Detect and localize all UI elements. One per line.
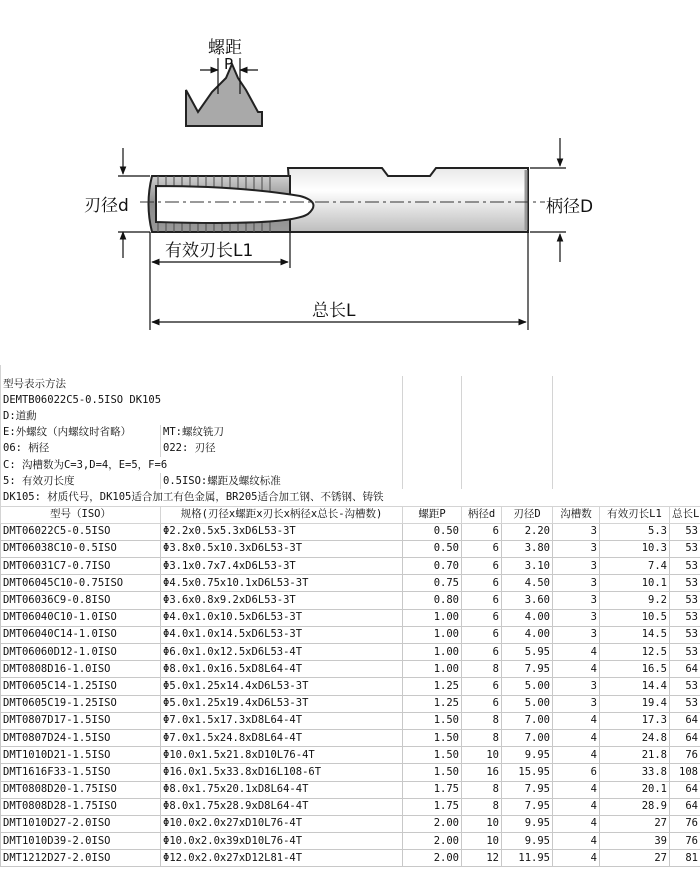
overall-length-cell: 53 <box>670 695 700 712</box>
pitch-cell: 1.50 <box>403 747 462 764</box>
effective-length-cell: 16.5 <box>600 661 670 678</box>
flutes-cell: 4 <box>553 712 600 729</box>
table-row <box>1 540 700 557</box>
pitch-cell: 1.00 <box>403 661 462 678</box>
shank-dia-cell: 12 <box>462 850 502 867</box>
table-row <box>1 798 700 815</box>
effective-length-cell: 7.4 <box>600 558 670 575</box>
flutes-cell: 4 <box>553 781 600 798</box>
table-row <box>1 712 700 729</box>
cutting-dia-cell: 7.95 <box>502 661 553 678</box>
shank-dia-cell: 10 <box>462 815 502 832</box>
shank-dia-cell: 8 <box>462 661 502 678</box>
flutes-cell: 4 <box>553 661 600 678</box>
pitch-title: 螺距 <box>208 38 242 58</box>
effective-length-cell: 10.1 <box>600 575 670 592</box>
cutting-dia-cell: 3.80 <box>502 540 553 557</box>
flutes-cell: 3 <box>553 558 600 575</box>
model-cell: DMT0807D24-1.5ISO <box>1 729 161 746</box>
notes-line: 022: 刃径 <box>161 441 403 457</box>
spec-cell: Φ10.0x1.5x21.8xD10L76-4T <box>161 747 403 764</box>
shank-dia-cell: 6 <box>462 523 502 540</box>
cutting-dia-cell: 7.00 <box>502 729 553 746</box>
tool-drawing <box>0 0 700 365</box>
table-header-row <box>1 506 700 523</box>
spec-cell: Φ4.0x1.0x10.5xD6L53-3T <box>161 609 403 626</box>
pitch-cell: 1.00 <box>403 644 462 661</box>
cutting-dia-cell: 7.95 <box>502 798 553 815</box>
flutes-cell: 4 <box>553 644 600 661</box>
cutting-dia-cell: 5.00 <box>502 678 553 695</box>
spec-cell: Φ8.0x1.0x16.5xD8L64-4T <box>161 661 403 678</box>
table-row <box>1 626 700 643</box>
model-cell: DMT0807D17-1.5ISO <box>1 712 161 729</box>
overall-length-cell: 53 <box>670 523 700 540</box>
shank-dia-cell: 6 <box>462 558 502 575</box>
pitch-cell: 1.00 <box>403 609 462 626</box>
spec-cell: Φ2.2x0.5x5.3xD6L53-3T <box>161 523 403 540</box>
shank-dia-cell: 8 <box>462 712 502 729</box>
flutes-cell: 4 <box>553 833 600 850</box>
table-row <box>1 592 700 609</box>
shank-dia-cell: 6 <box>462 575 502 592</box>
notes-line: 0.5ISO:螺距及螺纹标准 <box>161 473 403 489</box>
effective-length-cell: 28.9 <box>600 798 670 815</box>
model-cell: DMT1212D27-2.0ISO <box>1 850 161 867</box>
pitch-cell: 1.25 <box>403 695 462 712</box>
effective-length-cell: 24.8 <box>600 729 670 746</box>
cutting-dia-cell: 7.00 <box>502 712 553 729</box>
effective-length-cell: 39 <box>600 833 670 850</box>
overall-length-cell: 76 <box>670 815 700 832</box>
shank-dia-cell: 6 <box>462 644 502 661</box>
overall-length-cell: 76 <box>670 833 700 850</box>
pitch-cell: 1.50 <box>403 729 462 746</box>
spec-cell: Φ5.0x1.25x19.4xD6L53-3T <box>161 695 403 712</box>
pitch-cell: 0.70 <box>403 558 462 575</box>
shank-dia-cell: 8 <box>462 729 502 746</box>
flutes-cell: 3 <box>553 540 600 557</box>
notes-line: 06: 柄径 <box>1 441 161 457</box>
spec-cell: Φ5.0x1.25x14.4xD6L53-3T <box>161 678 403 695</box>
cutting-dia-cell: 2.20 <box>502 523 553 540</box>
shank-dia-cell: 8 <box>462 798 502 815</box>
pitch-cell: 0.80 <box>403 592 462 609</box>
pitch-cell: 2.00 <box>403 850 462 867</box>
spec-cell: Φ7.0x1.5x24.8xD8L64-4T <box>161 729 403 746</box>
pitch-cell: 2.00 <box>403 815 462 832</box>
overall-length-cell: 53 <box>670 644 700 661</box>
flutes-cell: 4 <box>553 850 600 867</box>
notes-row <box>1 408 700 424</box>
model-cell: DMT06040C14-1.0ISO <box>1 626 161 643</box>
flutes-cell: 4 <box>553 798 600 815</box>
overall-length-cell: 53 <box>670 558 700 575</box>
table-row <box>1 729 700 746</box>
cutting-dia-cell: 3.10 <box>502 558 553 575</box>
pitch-cell: 0.75 <box>403 575 462 592</box>
column-header: 刃径D <box>502 506 553 523</box>
notes-row <box>1 441 700 457</box>
flutes-cell: 4 <box>553 747 600 764</box>
flutes-cell: 3 <box>553 626 600 643</box>
notes-row <box>1 473 700 489</box>
shank-dia-cell: 10 <box>462 833 502 850</box>
shank-dia-cell: 6 <box>462 592 502 609</box>
shank-dia-cell: 6 <box>462 695 502 712</box>
cutting-dia-cell: 7.95 <box>502 781 553 798</box>
column-header: 规格(刃径x螺距x刃长x柄径x总长-沟槽数) <box>161 506 403 523</box>
flutes-cell: 3 <box>553 695 600 712</box>
shank-dia-cell: 6 <box>462 609 502 626</box>
effective-length-cell: 27 <box>600 815 670 832</box>
model-cell: DMT0605C14-1.25ISO <box>1 678 161 695</box>
flutes-cell: 4 <box>553 815 600 832</box>
pitch-cell: 1.00 <box>403 626 462 643</box>
table-row <box>1 695 700 712</box>
cutting-dia-cell: 5.00 <box>502 695 553 712</box>
effective-length-cell: 20.1 <box>600 781 670 798</box>
tool-body <box>140 168 545 232</box>
flutes-cell: 3 <box>553 575 600 592</box>
model-cell: DMT0808D20-1.75ISO <box>1 781 161 798</box>
column-header: 螺距P <box>403 506 462 523</box>
cutting-dia-cell: 9.95 <box>502 815 553 832</box>
model-cell: DMT1616F33-1.5ISO <box>1 764 161 781</box>
overall-length-cell: 53 <box>670 540 700 557</box>
effective-length-cell: 5.3 <box>600 523 670 540</box>
column-header: 柄径d <box>462 506 502 523</box>
column-header: 有效刃长L1 <box>600 506 670 523</box>
spec-cell: Φ6.0x1.0x12.5xD6L53-4T <box>161 644 403 661</box>
notes-line: E:外螺纹（内螺纹时省略） <box>1 425 161 441</box>
pitch-cell: 1.50 <box>403 764 462 781</box>
spec-cell: Φ8.0x1.75x20.1xD8L64-4T <box>161 781 403 798</box>
table-row <box>1 523 700 540</box>
notes-row <box>1 376 700 392</box>
table-row <box>1 764 700 781</box>
shank-diameter-label: 柄径D <box>546 197 594 217</box>
spec-cell: Φ12.0x2.0x27xD12L81-4T <box>161 850 403 867</box>
overall-length-cell: 53 <box>670 575 700 592</box>
overall-length-cell: 53 <box>670 592 700 609</box>
spec-table <box>0 365 700 867</box>
column-header: 型号（ISO） <box>1 506 161 523</box>
overall-length-cell: 81 <box>670 850 700 867</box>
model-cell: DMT1010D27-2.0ISO <box>1 815 161 832</box>
overall-length-cell: 64 <box>670 661 700 678</box>
pitch-symbol: P <box>224 55 234 73</box>
model-cell: DMT06031C7-0.7ISO <box>1 558 161 575</box>
notes-example: DEMTB06022C5-0.5ISO DK105 <box>1 392 403 408</box>
table-row <box>1 609 700 626</box>
spec-cell: Φ4.5x0.75x10.1xD6L53-3T <box>161 575 403 592</box>
model-cell: DMT0808D28-1.75ISO <box>1 798 161 815</box>
notes-row <box>1 365 700 376</box>
table-body <box>1 523 700 867</box>
flutes-cell: 3 <box>553 592 600 609</box>
shank-dia-cell: 6 <box>462 540 502 557</box>
shank-dia-cell: 16 <box>462 764 502 781</box>
spec-cell: Φ3.8x0.5x10.3xD6L53-3T <box>161 540 403 557</box>
table-row <box>1 661 700 678</box>
cutting-dia-cell: 15.95 <box>502 764 553 781</box>
model-cell: DMT06060D12-1.0ISO <box>1 644 161 661</box>
flutes-cell: 4 <box>553 729 600 746</box>
table-row <box>1 747 700 764</box>
model-cell: DMT0808D16-1.0ISO <box>1 661 161 678</box>
shank-dia-cell: 6 <box>462 678 502 695</box>
cutting-dia-cell: 5.95 <box>502 644 553 661</box>
cutting-diameter-label: 刃径d <box>84 196 129 216</box>
notes-line: DK105: 材质代号，DK105适合加工有色金属，BR205适合加工钢、不锈钢、铸铁 <box>1 489 700 506</box>
spec-cell: Φ16.0x1.5x33.8xD16L108-6T <box>161 764 403 781</box>
effective-length-cell: 14.5 <box>600 626 670 643</box>
shank-dia-cell: 10 <box>462 747 502 764</box>
notes-line: MT:螺纹铣刀 <box>161 425 403 441</box>
pitch-cell: 1.50 <box>403 712 462 729</box>
table-row <box>1 850 700 867</box>
notes-row <box>1 425 700 441</box>
cutting-dia-cell: 3.60 <box>502 592 553 609</box>
effective-length-cell: 10.5 <box>600 609 670 626</box>
cutting-dia-cell: 4.00 <box>502 609 553 626</box>
table-row <box>1 815 700 832</box>
flutes-cell: 6 <box>553 764 600 781</box>
effective-length-cell: 10.3 <box>600 540 670 557</box>
cutting-dia-cell: 4.00 <box>502 626 553 643</box>
notes-row <box>1 457 700 473</box>
notes-row <box>1 489 700 506</box>
cutting-dia-cell: 11.95 <box>502 850 553 867</box>
spec-cell: Φ7.0x1.5x17.3xD8L64-4T <box>161 712 403 729</box>
spec-cell: Φ3.6x0.8x9.2xD6L53-3T <box>161 592 403 609</box>
overall-length-cell: 53 <box>670 609 700 626</box>
flutes-cell: 3 <box>553 678 600 695</box>
overall-length-cell: 108 <box>670 764 700 781</box>
notes-line: C: 沟槽数为C=3,D=4，E=5，F=6 <box>1 457 403 473</box>
spec-cell: Φ8.0x1.75x28.9xD8L64-4T <box>161 798 403 815</box>
table-row <box>1 644 700 661</box>
effective-length-label: 有效刃长L1 <box>165 241 254 261</box>
overall-length-cell: 53 <box>670 678 700 695</box>
overall-length-cell: 53 <box>670 626 700 643</box>
spec-cell: Φ4.0x1.0x14.5xD6L53-3T <box>161 626 403 643</box>
overall-length-cell: 64 <box>670 712 700 729</box>
table-row <box>1 558 700 575</box>
model-cell: DMT06036C9-0.8ISO <box>1 592 161 609</box>
model-cell: DMT06040C10-1.0ISO <box>1 609 161 626</box>
table-row <box>1 678 700 695</box>
model-cell: DMT06045C10-0.75ISO <box>1 575 161 592</box>
effective-length-cell: 9.2 <box>600 592 670 609</box>
spec-sheet <box>0 365 700 876</box>
notes-title: 型号表示方法 <box>1 376 403 392</box>
table-row <box>1 833 700 850</box>
overall-length-cell: 64 <box>670 781 700 798</box>
table-row <box>1 781 700 798</box>
effective-length-cell: 17.3 <box>600 712 670 729</box>
overall-length-cell: 64 <box>670 798 700 815</box>
notes-line: 5: 有效刃长度 <box>1 473 161 489</box>
pitch-cell: 1.75 <box>403 798 462 815</box>
overall-length-cell: 64 <box>670 729 700 746</box>
flutes-cell: 3 <box>553 523 600 540</box>
column-header: 沟槽数 <box>553 506 600 523</box>
column-header: 总长L <box>670 506 700 523</box>
effective-length-cell: 19.4 <box>600 695 670 712</box>
effective-length-cell: 21.8 <box>600 747 670 764</box>
effective-length-cell: 33.8 <box>600 764 670 781</box>
cutting-dia-cell: 4.50 <box>502 575 553 592</box>
model-cell: DMT06038C10-0.5ISO <box>1 540 161 557</box>
shank-dia-cell: 6 <box>462 626 502 643</box>
pitch-cell: 1.25 <box>403 678 462 695</box>
model-cell: DMT1010D39-2.0ISO <box>1 833 161 850</box>
overall-length-label: 总长L <box>312 301 356 321</box>
spec-cell: Φ10.0x2.0x27xD10L76-4T <box>161 815 403 832</box>
effective-length-cell: 27 <box>600 850 670 867</box>
pitch-cell: 0.50 <box>403 523 462 540</box>
overall-length-cell: 76 <box>670 747 700 764</box>
pitch-cell: 2.00 <box>403 833 462 850</box>
pitch-cell: 0.50 <box>403 540 462 557</box>
notes-row <box>1 392 700 408</box>
effective-length-cell: 12.5 <box>600 644 670 661</box>
model-cell: DMT1010D21-1.5ISO <box>1 747 161 764</box>
table-row <box>1 575 700 592</box>
spec-cell: Φ3.1x0.7x7.4xD6L53-3T <box>161 558 403 575</box>
notes-line: D:道勳 <box>1 408 403 424</box>
spec-cell: Φ10.0x2.0x39xD10L76-4T <box>161 833 403 850</box>
model-cell: DMT0605C19-1.25ISO <box>1 695 161 712</box>
model-cell: DMT06022C5-0.5ISO <box>1 523 161 540</box>
effective-length-cell: 14.4 <box>600 678 670 695</box>
flutes-cell: 3 <box>553 609 600 626</box>
pitch-cell: 1.75 <box>403 781 462 798</box>
shank-dia-cell: 8 <box>462 781 502 798</box>
cutting-dia-cell: 9.95 <box>502 833 553 850</box>
cutting-dia-cell: 9.95 <box>502 747 553 764</box>
